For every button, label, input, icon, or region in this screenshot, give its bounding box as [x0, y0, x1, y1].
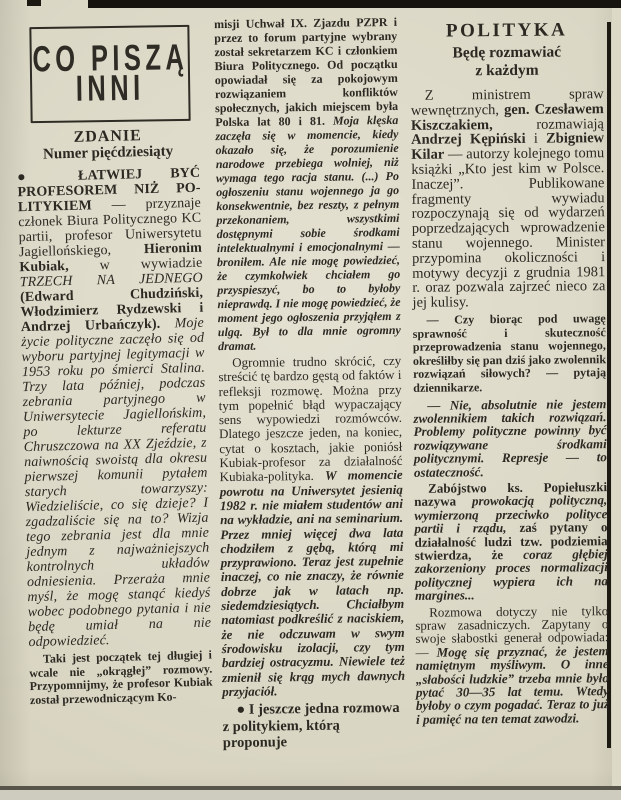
article-title: POLITYKA	[445, 19, 568, 42]
article-paragraph: — Czy biorąc pod uwagę sprawność i skuteczność przeprowadzenia stanu wojennego, określiłby się pan dziś jako zwolennik rozwiązań siłowych? — pytają dziennikarze.	[412, 311, 607, 395]
article-subtitle	[410, 43, 603, 81]
article-paragraph: Zabójstwo ks. Popiełuszki nazywa prowokacją polityczną, wymierzoną przeciwko polityce partii i rządu, zaś pytany o działalność ludzi tzw. podziemia stwierdza, że coraz głębiej zakorzeniony proces normalizacji politycznej wypiera ich na margines...	[414, 479, 608, 604]
article-subtitle-line1: Będę rozmawiać	[452, 43, 562, 62]
section-logo-line1: CO PISZĄ	[31, 37, 188, 81]
section-logo-box	[29, 25, 190, 123]
scan-edge-mark	[27, 0, 41, 6]
scan-margin-bottom	[0, 790, 621, 800]
article-paragraph: Taki jest początek tej długiej i wcale nie „okrągłej” rozmowy. Przypomnijmy, że profesor Kubiak został przewodniczącym Ko-	[29, 647, 213, 707]
article-paragraph: ● I jeszcze jedna rozmowa z politykiem, którą proponuje	[222, 700, 400, 752]
column-left-subheading: Numer pięćdziesiąty	[42, 143, 174, 163]
scan-edge-top	[88, 0, 621, 8]
column-left	[16, 126, 213, 711]
column-middle	[214, 15, 406, 755]
column-left-heading: ZDANIE	[73, 127, 143, 146]
scan-margin-right	[612, 8, 621, 800]
article-paragraph: misji Uchwał IX. Zjazdu PZPR i przez to forum partyjne wybrany został sekretarzem KC i członkiem Biura Politycznego. Od początku opowiadał się za pokojowym rozwiązaniem konfliktów społecznych, jakich miejscem była Polska lat 80 i 81. Moja klęska zaczęła się w momencie, kiedy okazało się, że porozumienie narodowe przebiega wolniej, niż wymaga tego racja stanu. (...) Po ogłoszeniu stanu wojennego ja go konsekwentnie, bez reszty, z pełnym przekonaniem, wszystkimi dostępnymi sobie środkami intelektualnymi i emocjonalnymi — broniłem. Ale nie mogę powiedzieć, że czymkolwiek chciałem go przyspieszyć, bo to byłoby nieprawdą. I nie mogę powiedzieć, że moment jego ogłoszenia przyjąłem z ulgą. Był to dla mnie ogromny dramat.	[214, 14, 401, 354]
section-logo-line2: INNI	[75, 68, 145, 110]
column-right	[410, 15, 609, 729]
article-paragraph: Z ministrem spraw wewnętrznych, gen. Czesławem Kiszczakiem, rozmawiają Andrzej Kępiński i Zbigniew Kilar — autorzy kolejnego tomu książki „Kto jest kim w Polsce. Inaczej”. Publikowane fragmenty wywiadu rozpoczynają się od wydarzeń poprzedzających wprowadzenie stanu wojennego. Minister przypomina okoliczności i motywy decyzji z grudnia 1981 r. oraz pozwala zajrzeć nieco za jej kulisy.	[410, 86, 606, 311]
article-paragraph: ● ŁATWIEJ BYĆ PROFESOREM NIŻ POLITYKIEM — przyznaje członek Biura Politycznego KC partii, profesor Uniwersytetu Jagiellońskiego, Hieronim Kubiak, w wywiadzie TRZECH NA JEDNEGO (Edward Chudziński, Włodzimierz Rydzewski i Andrzej Urbańczyk). Moje życie polityczne zaczęło się od wyboru partyjnej legitymacji w 1953 roku po śmierci Stalina. Trzy lata później, podczas zebrania partyjnego w Uniwersytecie Jagiellońskim, po lekturze referatu Chruszczowa na XX Zjeździe, z naiwnością swoistą dla okresu pierwszej komunii pytałem starych towarzyszy: Wiedzieliście, co się dzieje? I zgadzaliście się na to? Wizja tego zebrania jest dla mnie jednym z najważniejszych kontrolnych układów odniesienia. Przeraża mnie myśl, że mogę stanąć kiedyś wobec podobnego pytania i nie będę umiał na nie odpowiedzieć.	[17, 165, 212, 651]
article-subtitle-line2: z każdym	[475, 61, 539, 80]
article-paragraph: — Nie, absolutnie nie jestem zwolennikiem takich rozwiązań. Problemy polityczne powinny być rozwiązywane środkami politycznymi. Represje — to ostateczność.	[413, 395, 607, 480]
article-paragraph: Rozmowa dotyczy nie tylko spraw zasadniczych. Zapytany o swoje słabostki generał odpowiada: — Mogę się przyznać, że jestem namiętnym myśliwym. O inne „słabości ludzkie” trzeba mnie było pytać 30—35 lat temu. Wtedy byłoby o czym pogadać. Teraz to już i pamięć na ten temat zawodzi.	[415, 602, 610, 727]
article-paragraph: Ogromnie trudno skrócić, czy streścić tę bardzo gęstą od faktów i refleksji rozmowę. Można przy tym popełnić błąd wypaczający sens wypowiedzi rozmówców. Dlatego jeszcze jeden, na koniec, cytat o kosztach, jakie poniósł Kubiak-profesor za działalność Kubiaka-polityka. W momencie powrotu na Uniwersytet jesienią 1982 r. nie miałem studentów ani na wykładzie, ani na seminarium. Przez mniej więcej dwa lata chodziłem z gębą, którą mi przyprawiono. Teraz jest zupełnie inaczej, co nie znaczy, że równie dobrze jak w latach np. siedemdziesiątych. Chciałbym natomiast podkreślić z naciskiem, że nie odczuwam w swym środowisku izolacji, czy tym bardziej ostracyzmu. Niewiele też zmienił się krąg mych dawnych przyjaciół.	[218, 352, 406, 699]
